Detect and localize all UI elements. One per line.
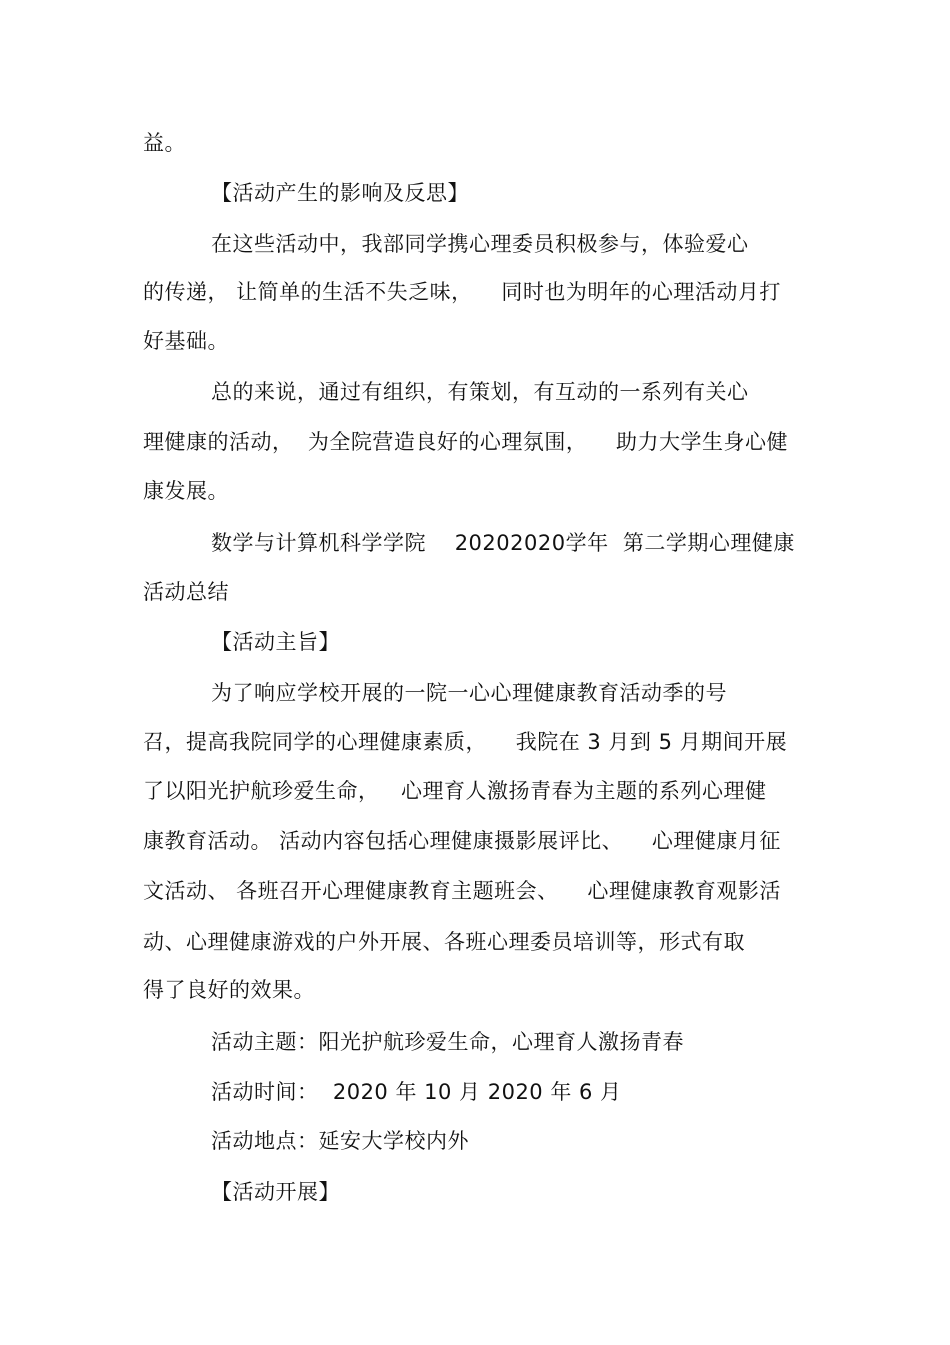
paragraph-line: 召，提高我院同学的心理健康素质， 我院在 3 月到 5 月期间开展 — [143, 730, 788, 754]
paragraph-line: 动、心理健康游戏的户外开展、各班心理委员培训等，形式有取 — [143, 930, 745, 954]
paragraph-line: 得了良好的效果。 — [143, 978, 315, 1002]
section-heading-purpose: 【活动主旨】 — [211, 630, 340, 654]
paragraph-line: 文活动、 各班召开心理健康教育主题班会、 心理健康教育观影活 — [143, 879, 781, 903]
paragraph-line: 了以阳光护航珍爱生命， 心理育人激扬青春为主题的系列心理健 — [143, 779, 767, 803]
paragraph-line: 康教育活动。 活动内容包括心理健康摄影展评比、 心理健康月征 — [143, 829, 781, 853]
paragraph-line: 为了响应学校开展的一院一心心理健康教育活动季的号 — [211, 681, 727, 705]
document-title-continuation: 活动总结 — [143, 580, 229, 604]
activity-theme: 活动主题：阳光护航珍爱生命，心理育人激扬青春 — [211, 1030, 684, 1054]
activity-time: 活动时间： 2020 年 10 月 2020 年 6 月 — [211, 1080, 622, 1104]
activity-location: 活动地点：延安大学校内外 — [211, 1129, 469, 1153]
paragraph-line: 的传递， 让简单的生活不失乏味， 同时也为明年的心理活动月打 — [143, 280, 781, 304]
paragraph-line: 好基础。 — [143, 329, 229, 353]
paragraph-line: 在这些活动中，我部同学携心理委员积极参与，体验爱心 — [211, 232, 749, 256]
section-heading-activities: 【活动开展】 — [211, 1180, 340, 1204]
document-title: 数学与计算机科学学院 20202020学年 第二学期心理健康 — [211, 531, 795, 555]
paragraph-line: 康发展。 — [143, 479, 229, 503]
section-heading-impact-reflection: 【活动产生的影响及反思】 — [211, 181, 469, 205]
text-line-continuation: 益。 — [143, 131, 186, 155]
paragraph-line: 总的来说，通过有组织，有策划，有互动的一系列有关心 — [211, 380, 749, 404]
paragraph-line: 理健康的活动， 为全院营造良好的心理氛围， 助力大学生身心健 — [143, 430, 789, 454]
